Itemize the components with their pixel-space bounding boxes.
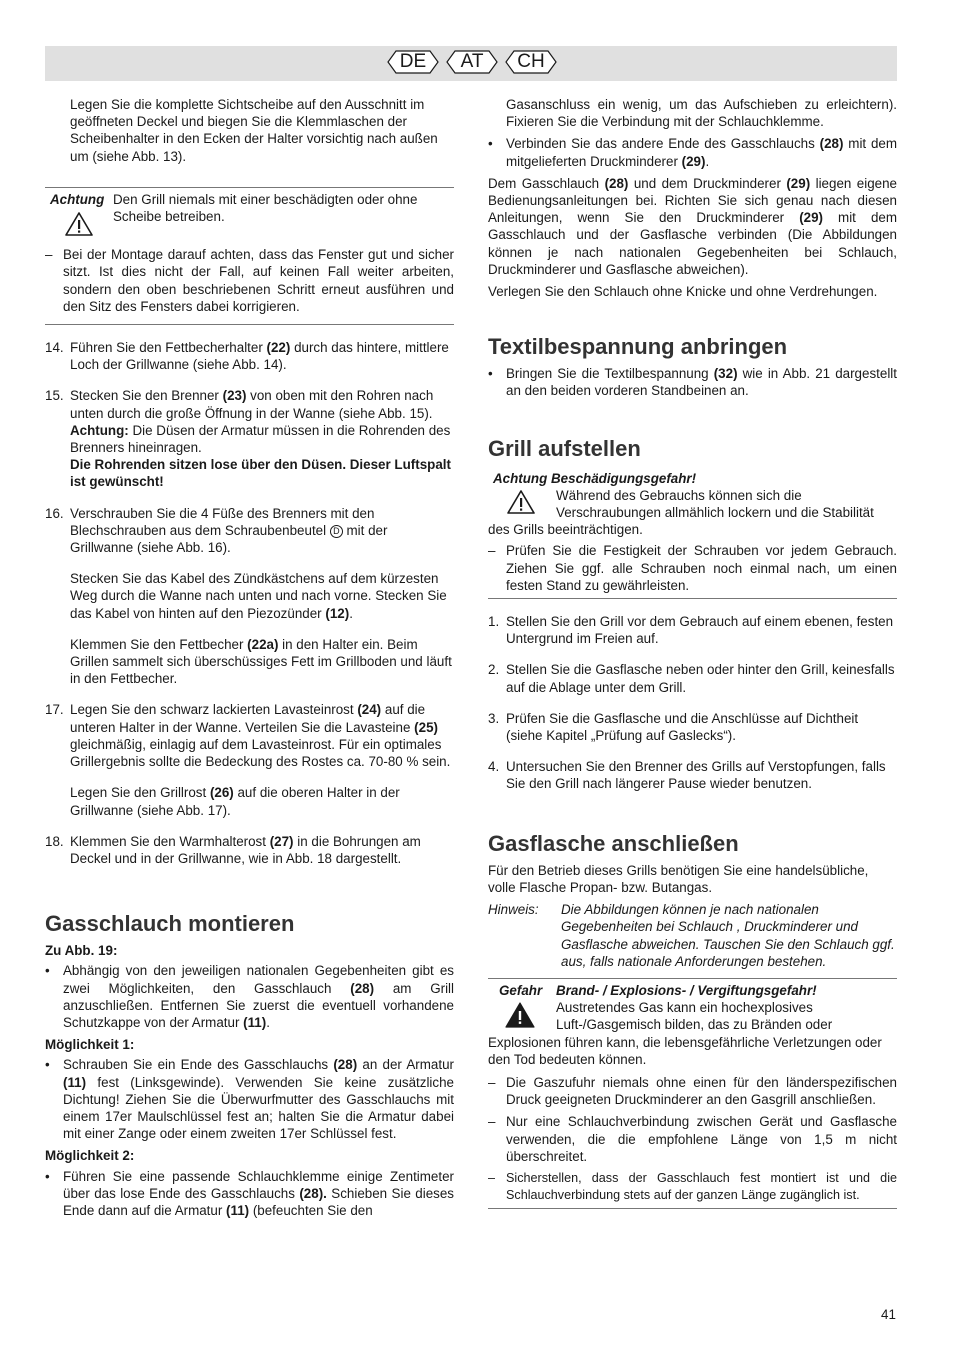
- step-number: 4.: [488, 759, 500, 775]
- section-heading-gasflasche: Gasflasche anschließen: [488, 830, 739, 856]
- step-text: Stellen Sie den Grill vor dem Gebrauch auf einem ebenen, festen Untergrund im Freien auf.: [506, 614, 894, 647]
- dash-mark: –: [488, 1114, 496, 1130]
- bullet-item: [488, 135, 897, 169]
- warning-dash-text: Bei der Montage darauf achten, dass das Fenster gut und sicher sitzt. Ist dies nicht der Fall, auf keinen Fall weiter arbeiten, sondern den oben beschriebenen Schritt erneut ausführen und den Sitz des Fensters dabei korrigieren.: [63, 247, 454, 314]
- step-text: Stecken Sie den Brenner: [70, 388, 223, 404]
- step-text: Klemmen Sie den Warmhalterost: [70, 833, 270, 849]
- part-ref: (25): [414, 719, 438, 735]
- step-text: Die Düsen der Armatur müssen in die Rohrenden des Brenners hineinragen.: [70, 422, 451, 456]
- step-text: in den Halter ein. Beim Grillen sammelt sich überschüssiges Fett im Grillboden und läuft in den Fettbecher.: [70, 636, 452, 687]
- part-ref: (28): [350, 980, 375, 996]
- paragraph: Für den Betrieb dieses Grills benötigen Sie eine handelsübliche, volle Flasche Propan- bzw. Butangas.: [488, 862, 869, 895]
- bullet-text: Schrauben Sie ein Ende des Gasschlauchs: [63, 1057, 334, 1073]
- bullet-text: am Grill anzuschließen. Entfernen Sie zuerst die eventuell vorhandene Schutzkappe von der Armatur: [63, 980, 455, 1030]
- step-bold-note: Die Rohrenden sitzen lose über den Düsen. Dieser Luftspalt ist gewünscht!: [70, 457, 451, 490]
- warning-text: Den Grill niemals mit einer beschädigten oder ohne Scheibe betreiben.: [113, 191, 418, 225]
- part-ref: (29): [681, 153, 706, 169]
- step-14: [45, 339, 454, 373]
- continued-text: Gasanschluss ein wenig, um das Aufschieben zu erleichtern). Fixieren Sie die Verbindung mit der Schlauchklemme.: [506, 97, 897, 130]
- para-text: und dem Druckminderer: [628, 175, 787, 191]
- bullet-item: [45, 1056, 454, 1142]
- circled-letter-icon: D: [330, 525, 343, 538]
- step-number: 17.: [45, 702, 64, 718]
- para-text: liegen eigene Bedienungsanleitungen bei. Richten Sie sich genau nach diesen Anleitungen, wenn Sie den Druckminderer: [488, 175, 897, 226]
- warning-label: Achtung: [50, 191, 105, 207]
- step-text: von oben mit den Rohren nach unten durch die große Öffnung in der Wanne (siehe Abb. 15).: [70, 388, 434, 421]
- bullet-mark: •: [488, 366, 493, 382]
- step-15: [45, 387, 454, 490]
- step-text: auf die unteren Halter in der Wanne. Verteilen Sie die Lavasteine: [70, 702, 426, 735]
- danger-label: Gefahr: [499, 982, 543, 998]
- note-text: Die Abbildungen können je nach nationalen Gegebenheiten bei Schlauch , Druckminderer und Gasflasche abweichen. Tauschen Sie den Schlauch ggf. aus, falls nationale Anforderungen bestehen.: [561, 902, 895, 969]
- danger-dash-item: [488, 1113, 897, 1165]
- danger-icon: [488, 999, 556, 1032]
- danger-box: [488, 978, 897, 1209]
- bullet-text: .: [266, 1014, 270, 1030]
- bullet-item: [488, 365, 897, 399]
- part-ref: (32): [713, 366, 738, 382]
- warning-dash-item: [488, 542, 897, 594]
- lang-tag-de: [387, 50, 439, 74]
- danger-dash-text: Nur eine Schlauchverbindung zwischen Gerät und Gasflasche verwenden, die die empfohlene Länge von 1,5 m nicht überschreitet.: [506, 1114, 897, 1164]
- setup-step-2: [488, 661, 897, 695]
- step-text: Untersuchen Sie den Brenner des Grills auf Verstopfungen, falls Sie den Grill nach längerer Pause wieder benutzen.: [506, 759, 886, 792]
- warning-body: [488, 487, 897, 539]
- bullet-mark: •: [488, 136, 493, 152]
- left-column: [45, 96, 454, 1224]
- bullet-text: Abhängig von den jeweiligen nationalen Gegebenheiten gibt es zwei Möglichkeiten, den Gasschlauch: [63, 963, 454, 996]
- step-number: 3.: [488, 710, 500, 726]
- bullet-text: Führen Sie eine passende Schlauchklemme einige Zentimeter über das lose Ende des Gasschlauchs: [63, 1168, 454, 1201]
- bullet-text: (befeuchten Sie den: [249, 1202, 373, 1218]
- part-ref: (24): [357, 702, 382, 718]
- bullet-mark: •: [45, 963, 50, 979]
- danger-dash-text: Sicherstellen, dass der Gasschlauch fest montiert ist und die Schlauchverbindung stets auf der ganzen Länge zugänglich ist.: [506, 1170, 897, 1203]
- part-ref: (11): [226, 1202, 250, 1218]
- danger-text: Austretendes Gas kann ein hochexplosives Luft-/Gasgemisch bilden, das zu Bränden oder Explosionen führen kann, die lebensgefährliche Verletzungen oder den Tod bedeuten können.: [488, 1000, 882, 1067]
- part-ref: (28): [333, 1057, 358, 1073]
- note-label: Hinweis:: [488, 902, 539, 918]
- danger-body: [488, 999, 897, 1068]
- step-text: Stellen Sie die Gasflasche neben oder hinter den Grill, keinesfalls auf die Ablage unter dem Grill.: [506, 662, 895, 695]
- dash-mark: –: [488, 543, 496, 559]
- subheading-zu-abb: Zu Abb. 19:: [45, 943, 118, 959]
- right-column: [488, 96, 897, 1223]
- warning-label-text: Achtung Beschädigungsgefahr!: [493, 470, 697, 486]
- part-ref: (29): [786, 175, 811, 191]
- step-text: Verschrauben Sie die 4 Füße des Brenners mit den Blechschrauben aus dem Schraubenbeutel: [70, 505, 375, 538]
- part-ref: (26): [209, 785, 234, 801]
- step-number: 15.: [45, 388, 64, 404]
- warning-dash-text: Prüfen Sie die Festigkeit der Schrauben vor jedem Gebrauch. Ziehen Sie ggf. alle Schrauben noch einmal nach, um einen festen Stand zu gewährleisten.: [506, 543, 897, 593]
- step-text: Prüfen Sie die Gasflasche und die Anschlüsse auf Dichtheit (siehe Kapitel „Prüfung auf Gaslecks“).: [506, 710, 859, 744]
- intro-paragraph: Legen Sie die komplette Sichtscheibe auf den Ausschnitt im geöffneten Deckel und biegen Sie die Klemmlaschen der Scheibenhalter in den Ecken der Halter vorsichtig nach außen um (siehe Abb. 13).: [70, 97, 438, 164]
- bullet-text: fest (Linksgewinde). Verwenden Sie keine zusätzliche Dichtung! Ziehen Sie die Überwurfmutter des Gasschlauchs mit einem 17er Maulschlüssel fest an; halten Sie die Armatur dabei mit einer Zange oder einem zweiten 17er Schlüssel fest.: [63, 1074, 454, 1142]
- bullet-text: Verbinden Sie das andere Ende des Gasschlauchs: [506, 136, 820, 152]
- danger-dash-item: [488, 1170, 897, 1204]
- warning-icon: [50, 208, 113, 241]
- language-tags: [387, 50, 564, 74]
- setup-step-3: [488, 710, 897, 744]
- warning-dash-item: [45, 246, 454, 315]
- bullet-text: Bringen Sie die Textilbespannung: [506, 366, 714, 382]
- dash-mark: –: [45, 247, 53, 263]
- danger-dash-item: [488, 1074, 897, 1108]
- bullet-text: .: [705, 153, 710, 169]
- step-number: 2.: [488, 662, 500, 678]
- step-number: 18.: [45, 833, 64, 849]
- note-block: [488, 901, 897, 970]
- section-heading-gasschlauch: Gasschlauch montieren: [45, 911, 295, 937]
- warning-header: [45, 191, 454, 241]
- danger-header: [488, 982, 897, 999]
- paragraph: [488, 175, 897, 278]
- step-number: 16.: [45, 505, 64, 521]
- section-heading-grill-aufstellen: Grill aufstellen: [488, 435, 641, 461]
- lang-tag-label: AT: [460, 51, 484, 72]
- bullet-item: [45, 1168, 454, 1220]
- step-number: 14.: [45, 340, 64, 356]
- section-heading-textil: Textilbespannung anbringen: [488, 334, 788, 360]
- part-ref: (27): [269, 833, 294, 849]
- warning-box-window: [45, 187, 454, 325]
- step-17: [45, 701, 454, 818]
- setup-step-1: [488, 613, 897, 647]
- subheading-option-2: Möglichkeit 2:: [45, 1148, 135, 1164]
- step-text: Klemmen Sie den Fettbecher: [70, 636, 248, 652]
- step-text: .: [349, 605, 353, 621]
- step-text: in die Bohrungen am Deckel und in der Grillwanne, wie in Abb. 18 dargestellt.: [70, 833, 421, 866]
- part-ref: (11): [63, 1074, 87, 1090]
- lang-tag-ch: [505, 50, 557, 74]
- lang-tag-label: DE: [399, 51, 427, 72]
- warning-label: [488, 470, 897, 487]
- bullet-mark: •: [45, 1057, 50, 1073]
- part-ref: (22a): [247, 636, 279, 652]
- step-text: mit der Grillwanne (siehe Abb. 16).: [70, 522, 388, 556]
- warning-icon: [488, 487, 556, 519]
- part-ref: (28): [819, 136, 844, 152]
- lang-tag-label: CH: [517, 51, 545, 72]
- warning-text: Während des Gebrauchs können sich die Verschraubungen allmählich lockern und die Stabilität des Grills beeinträchtigen.: [488, 487, 874, 538]
- bullet-text: Schieben Sie dieses Ende dann auf die Armatur: [63, 1185, 454, 1218]
- lang-tag-at: [446, 50, 498, 74]
- step-18: [45, 833, 454, 867]
- step-16: [45, 505, 454, 688]
- dash-mark: –: [488, 1074, 496, 1090]
- subheading-option-1: Möglichkeit 1:: [45, 1037, 135, 1053]
- page-number: 41: [881, 1307, 896, 1322]
- part-ref: (28).: [299, 1185, 327, 1201]
- part-ref: (12): [325, 605, 350, 621]
- attention-label: Achtung:: [70, 422, 129, 438]
- bullet-text: wie in Abb. 21 dargestellt an den beiden vorderen Standbeinen an.: [506, 366, 897, 399]
- part-ref: (11): [243, 1014, 267, 1030]
- para-text: Dem Gasschlauch: [488, 175, 605, 191]
- warning-label-col: [45, 191, 113, 241]
- paragraph: Verlegen Sie den Schlauch ohne Knicke und ohne Verdrehungen.: [488, 284, 878, 300]
- step-text: durch das hintere, mittlere Loch der Grillwanne (siehe Abb. 14).: [70, 340, 449, 373]
- danger-dash-text: Die Gaszufuhr niemals ohne einen für den länderspezifischen Druck geeigneten Druckminderer an den Gasgrill anschließen.: [506, 1074, 897, 1108]
- step-text: Stecken Sie das Kabel des Zündkästchens auf dem kürzesten Weg durch die Wanne nach unten und nach vorne. Stecken Sie das Kabel von hinten auf den Piezozünder: [70, 571, 447, 621]
- part-ref: (29): [799, 210, 824, 226]
- warning-box-damage: [488, 467, 897, 599]
- step-text: Führen Sie den Fettbecherhalter: [70, 340, 267, 356]
- step-number: 1.: [488, 614, 500, 630]
- danger-title: Brand- / Explosions- / Vergiftungsgefahr!: [556, 982, 817, 998]
- part-ref: (23): [222, 388, 247, 404]
- part-ref: (28): [604, 175, 629, 191]
- bullet-mark: •: [45, 1168, 50, 1184]
- bullet-item: [45, 962, 454, 1031]
- part-ref: (22): [266, 340, 291, 356]
- bullet-text: mit dem mitgelieferten Druckminderer: [506, 136, 897, 169]
- step-text: auf die oberen Halter in der Grillwanne (siehe Abb. 17).: [70, 785, 400, 818]
- setup-step-4: [488, 758, 897, 792]
- bullet-text: an der Armatur: [357, 1057, 454, 1073]
- dash-mark: –: [488, 1170, 496, 1185]
- step-text: Legen Sie den schwarz lackierten Lavasteinrost: [70, 702, 358, 718]
- para-text: mit dem Gasschlauch und der Gasflasche verbinden (Die Abbildungen können je nach nationalen Gegebenheiten bei Schlauch, Druckminderer und Gasflasche abweichen).: [488, 210, 897, 277]
- step-text: Legen Sie den Grillrost: [70, 785, 210, 801]
- step-text: gleichmäßig, einlagig auf dem Lavasteinrost. Für ein optimales Grillergebnis sollte die Bedeckung des Rostes ca. 70-80 % sein.: [70, 736, 451, 770]
